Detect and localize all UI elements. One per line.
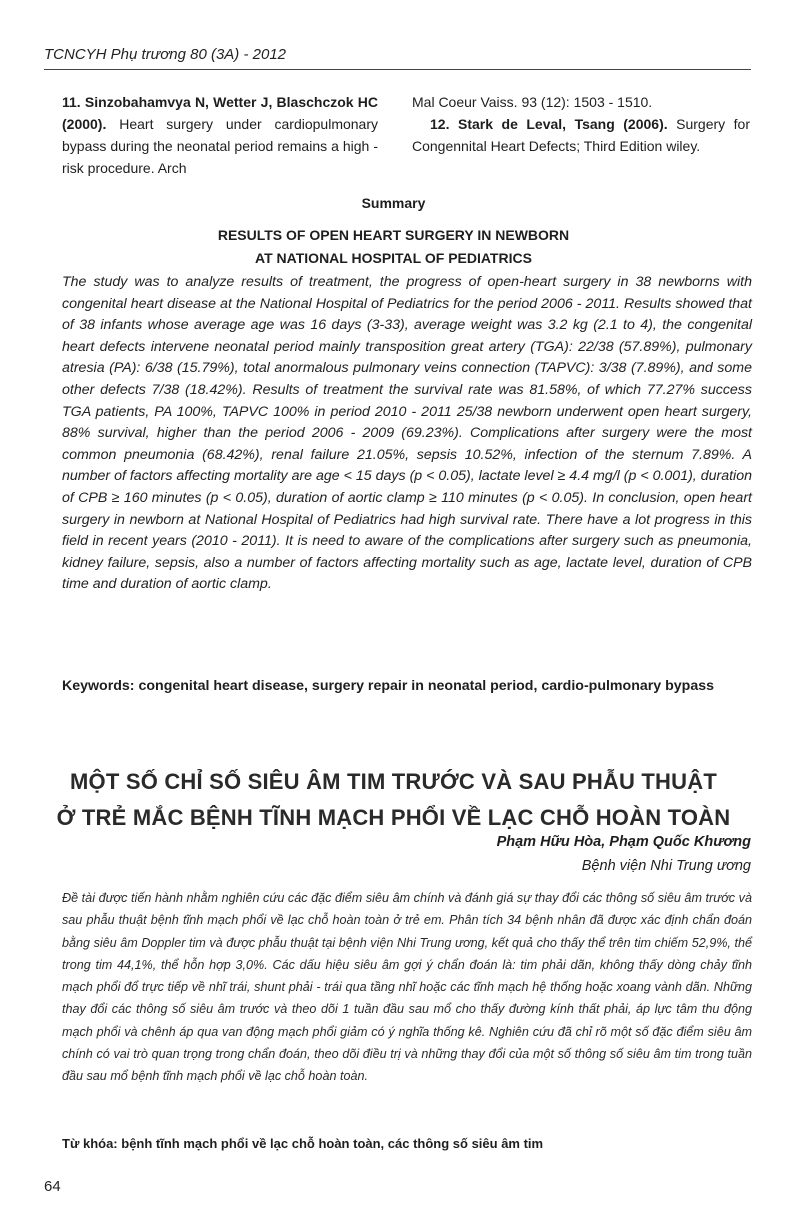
reference-number: 11. [62, 94, 81, 110]
vietnamese-abstract: Đề tài được tiến hành nhằm nghiên cứu các đặc điểm siêu âm chính và đánh giá sự thay đổi các thông số siêu âm trước và sau phẫu thuật bệnh tĩnh mạch phổi về lạc chỗ hoàn toàn ở trẻ em. Phân tích 34 bệnh nhân đã được xác định chẩn đoán bằng siêu âm Doppler tim và được phẫu thuật tại bệnh viện Nhi Trung ương, kết quả cho thấy thể trên tim chiếm 52,9%, thể trong tim 44,1%, thể hỗn hợp 3,0%. Các dấu hiệu siêu âm gợi ý chẩn đoán là: tim phải dãn, không thấy dòng chảy tĩnh mạch phổi đổ trực tiếp về nhĩ trái, shunt phải - trái qua tầng nhĩ hoặc các tĩnh mạch hệ thống hoặc xoang vành dãn. Những thay đổi các thông số siêu âm trước và theo dõi 1 tuần đầu sau mổ cho thấy đường kính thất phải, áp lực tâm thu động mạch phổi và chênh áp qua van động mạch phổi giảm có ý nghĩa thống kê. Nghiên cứu đã chỉ rõ một số đặc điểm siêu âm chính có vai trò quan trọng trong chẩn đoán, theo dõi điều trị và những thay đổi của một số thông số siêu âm tim trong tuần đầu sau mổ bệnh tĩnh mạch phổi về lạc chỗ hoàn toàn. [62, 891, 752, 1084]
summary-title [0, 224, 787, 270]
article-title [0, 764, 787, 836]
reference-authors: Stark de Leval, Tsang (2006). [457, 116, 668, 132]
english-keywords: Keywords: congenital heart disease, surgery repair in neonatal period, cardio-pulmonary bypass [62, 678, 715, 694]
summary-heading: Summary [361, 195, 426, 211]
reference-text: Heart surgery under cardiopulmonary bypass during the neonatal period remains a high - risk procedure. Arch [62, 116, 379, 176]
summary-title-line-1: RESULTS OF OPEN HEART SURGERY IN NEWBORN [217, 227, 570, 243]
vietnamese-keywords: Từ khóa: bệnh tĩnh mạch phổi về lạc chỗ hoàn toàn, các thông số siêu âm tim [62, 1136, 544, 1151]
article-title-line-2: Ở TRẺ MẮC BỆNH TĨNH MẠCH PHỔI VỀ LẠC CHỖ HOÀN TOÀN [56, 805, 731, 830]
reference-column-right [412, 91, 750, 157]
reference-text: Surgery for Congennital Heart Defects; Third Edition wiley. [412, 116, 751, 154]
english-abstract: The study was to analyze results of treatment, the progress of open-heart surgery in 38 newborns with congenital heart disease at the National Hospital of Pediatrics for the period 2006 - 2011. Results showed that of 38 infants whose average age was 16 days (3-33), average weight was 3.2 kg (2.1 to 4), the congenital heart defects intervene neonatal period mainly transposition great artery (TGA): 22/38 (57.89%), pulmonary atresia (PA): 6/38 (15.79%), total anormalous pulmonary veins connection (TAPVC): 3/38 (7.89%), and some other defects 7/38 (18.42%). Results of treatment the survival rate was 81.58%, of which 77.27% success TGA patients, PA 100%, TAPVC 100% in period 2010 - 2011 25/38 newborn underwent open heart surgery, 88% survival, higher than the period 2006 - 2009 (69.23%). Complications after surgery were the most common pneumonia (68.42%), renal failure 21.05%, sepsis 10.52%, infection of the sternum 7.89%. A number of factors affecting mortality are age < 15 days (p < 0.05), lactate level ≥ 4.4 mg/l (p < 0.001), duration of CPB ≥ 160 minutes (p < 0.05), duration of aortic clamp ≥ 110 minutes (p < 0.05). In conclusion, open heart surgery in newborn at National Hospital of Pediatrics had high survival rate. There have a lot progress in this field in recent years (2010 - 2011). It is need to aware of the complications after surgery such as pneumonia, kidney failure, sepsis, also a number of factors affecting mortality such as age, lactate level, duration of CPB time and duration of aortic clamp. [62, 274, 752, 593]
header-divider [44, 69, 751, 70]
article-affiliation: Bệnh viện Nhi Trung ương [581, 858, 751, 874]
reference-11-continuation: Mal Coeur Vaiss. 93 (12): 1503 - 1510. [412, 94, 653, 110]
reference-11 [62, 91, 378, 179]
summary-title-line-2: AT NATIONAL HOSPITAL OF PEDIATRICS [255, 250, 532, 266]
running-header: TCNCYH Phụ trương 80 (3A) - 2012 [44, 46, 286, 63]
reference-authors: Sinzobahamvya N, Wetter J, Blaschczok HC (2000). [62, 94, 379, 132]
reference-12 [412, 113, 750, 157]
reference-number: 12. [430, 116, 450, 132]
page-number: 64 [44, 1178, 61, 1195]
article-title-line-1: MỘT SỐ CHỈ SỐ SIÊU ÂM TIM TRƯỚC VÀ SAU PHẪU THUẬT [70, 769, 717, 794]
article-authors: Phạm Hữu Hòa, Phạm Quốc Khương [496, 834, 751, 850]
